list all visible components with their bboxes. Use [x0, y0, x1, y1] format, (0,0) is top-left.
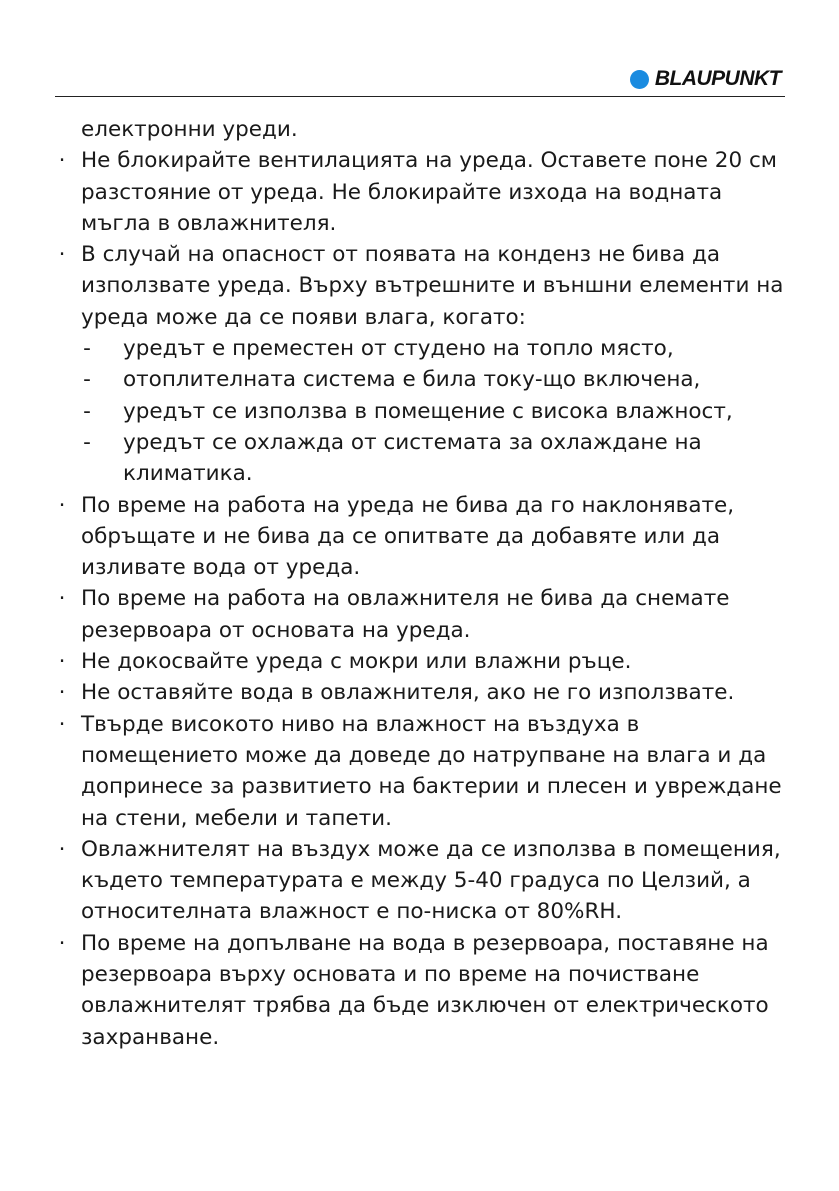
sub-item: [56, 364, 796, 395]
bullet-text: В случай на опасност от появата на конденз не бива да използвате уреда. Върху вътрешните и външни елементи на уреда може да се появи влага, когато:: [81, 242, 784, 330]
header-divider: [55, 96, 785, 97]
bullet-icon: ·: [58, 649, 66, 675]
sub-item-text: отоплителната система е била току-що включена,: [123, 367, 701, 393]
dash-icon: -: [83, 398, 91, 424]
bullet-item: [56, 928, 796, 1053]
bullet-icon: ·: [58, 492, 66, 518]
brand-name: BLAUPUNKT: [654, 67, 781, 90]
sub-item-text: уредът се използва в помещение с висока влажност,: [123, 398, 733, 424]
bullet-item: [56, 646, 796, 677]
bullet-icon: ·: [58, 836, 66, 862]
bullet-text: По време на допълване на вода в резервоара, поставяне на резервоара върху основата и по време на почистване овлажнителят трябва да бъде изключен от електрическото захранване.: [81, 930, 769, 1050]
bullet-text: Твърде високото ниво на влажност на въздуха в помещението може да доведе до натрупване на влага и да допринесе за развитието на бактерии и плесен и увреждане на стени, мебели и тапети.: [81, 711, 782, 831]
brand-logo: [630, 66, 781, 92]
sub-item-text: уредът е преместен от студено на топло място,: [123, 336, 674, 362]
bullet-icon: ·: [58, 242, 66, 268]
bullet-text: По време на работа на овлажнителя не бива да снемате резервоара от основата на уреда.: [81, 586, 730, 643]
bullet-icon: ·: [58, 680, 66, 706]
bullet-icon: ·: [58, 711, 66, 737]
bullet-item: [56, 145, 796, 239]
sub-item: [56, 427, 796, 490]
bullet-item: [56, 677, 796, 708]
bullet-item: [56, 490, 796, 584]
page-header: [0, 0, 839, 100]
bullet-text: Не блокирайте вентилацията на уреда. Оставете поне 20 см разстояние от уреда. Не блокирайте изхода на водната мъгла в овлажнителя.: [81, 148, 778, 236]
bullet-text: Не докосвайте уреда с мокри или влажни ръце.: [81, 649, 632, 675]
bullet-icon: ·: [58, 586, 66, 612]
dash-icon: -: [83, 429, 91, 455]
bullet-item: [56, 834, 796, 928]
safety-instructions: [56, 114, 796, 1053]
bullet-text: Овлажнителят на въздух може да се използва в помещения, където температурата е между 5-40 градуса по Целзий, а относителната влажност е по-ниска от 80%RH.: [81, 836, 781, 925]
bullet-item: [56, 709, 796, 834]
dash-icon: -: [83, 367, 91, 393]
sub-item: [56, 333, 796, 364]
bullet-icon: ·: [58, 930, 66, 956]
bullet-item: [56, 239, 796, 333]
bullet-text: По време на работа на уреда не бива да го наклонявате, обръщате и не бива да се опитвате да добавяте или да изливате вода от уреда.: [81, 492, 735, 581]
sub-item: [56, 396, 796, 427]
brand-dot-icon: [630, 70, 649, 89]
bullet-text: Не оставяйте вода в овлажнителя, ако не го използвате.: [81, 680, 735, 706]
bullet-item: [56, 583, 796, 646]
bullet-icon: ·: [58, 148, 66, 174]
dash-icon: -: [83, 336, 91, 362]
continuation-text: електронни уреди.: [81, 117, 298, 142]
sub-item-text: уредът се охлажда от системата за охлаждане на климатика.: [123, 429, 702, 487]
